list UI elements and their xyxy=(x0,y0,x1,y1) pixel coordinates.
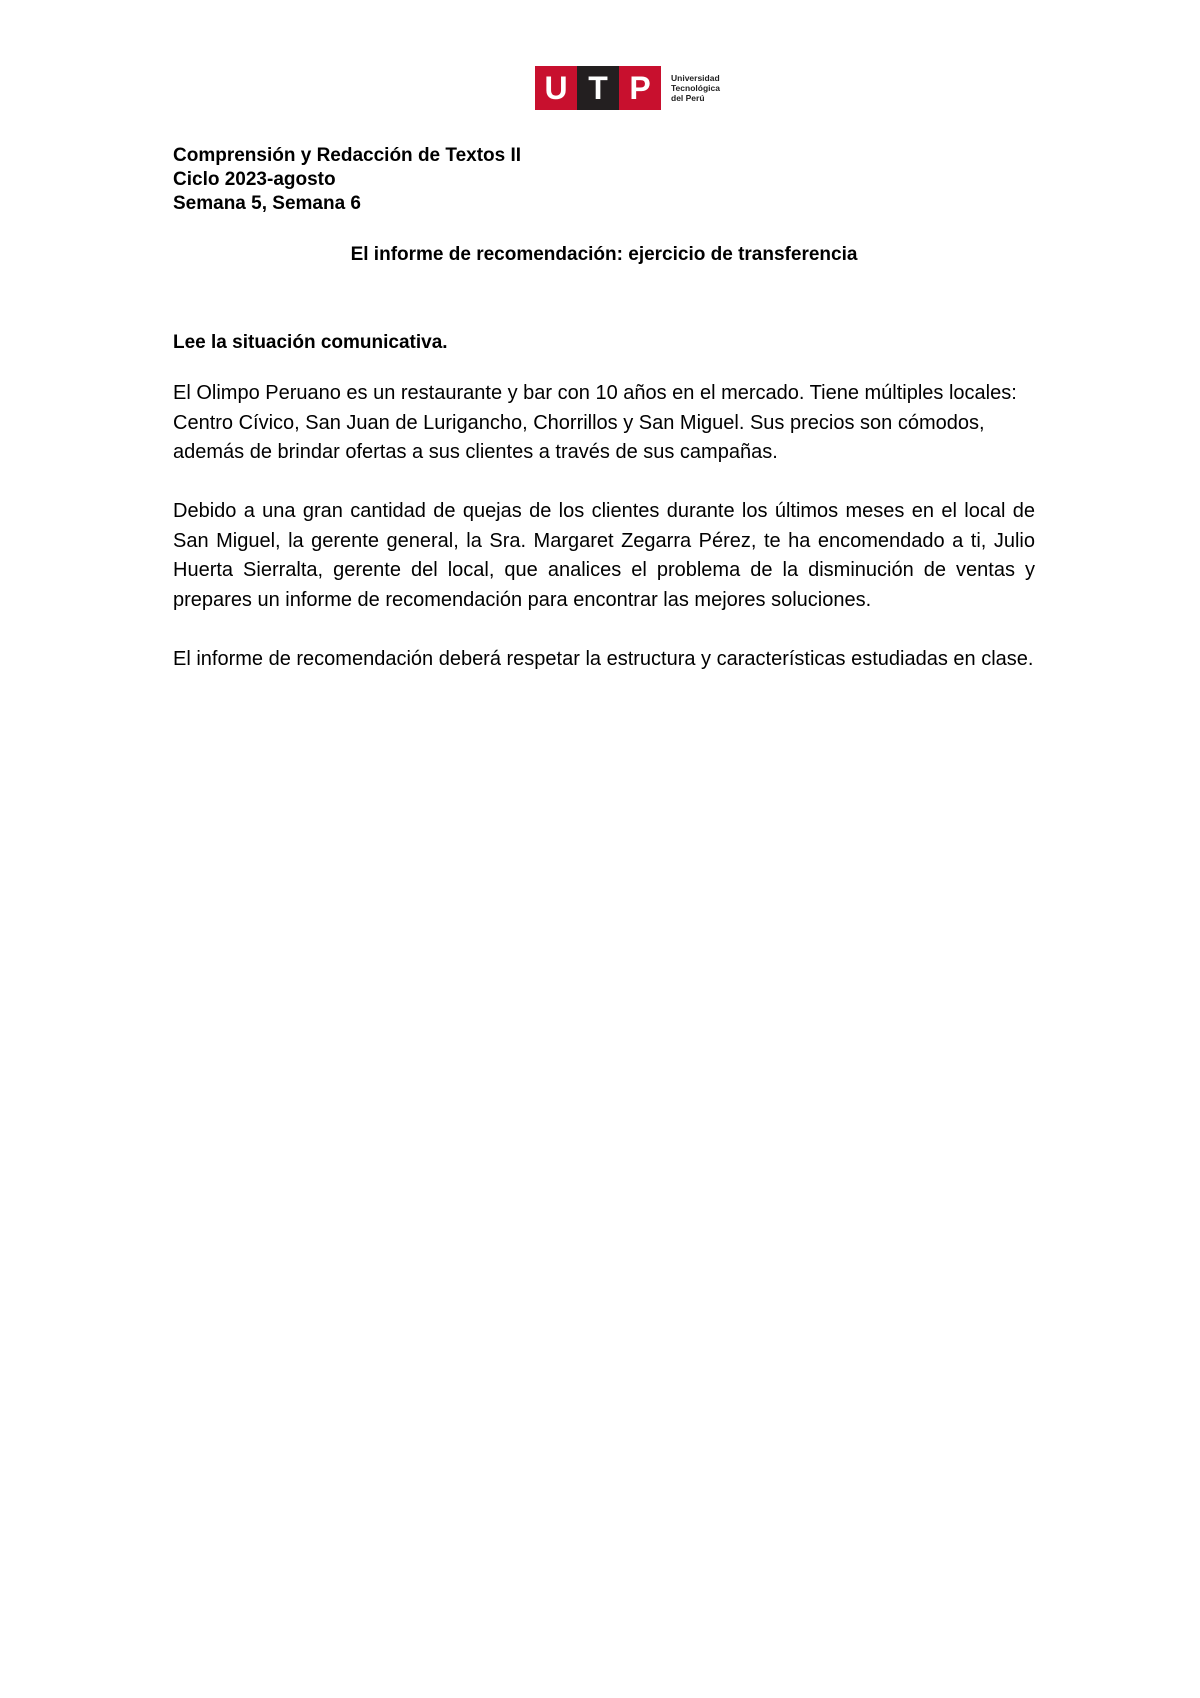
logo-text-line: Tecnológica xyxy=(671,83,720,93)
utp-logo xyxy=(535,66,720,110)
logo-letter-boxes xyxy=(535,66,661,110)
paragraph-situation: Debido a una gran cantidad de quejas de los clientes durante los últimos meses en el local de San Miguel, la gerente general, la Sra. Margaret Zegarra Pérez, te ha encomendado a ti, Julio Huerta Sierralta, gerente del local, que analices el problema de la disminución de ventas y prepares un informe de recomendación para encontrar las mejores soluciones. xyxy=(173,500,1035,611)
logo-letter-p: P xyxy=(619,66,661,110)
paragraph-requirement: El informe de recomendación deberá respetar la estructura y características estudiadas en clase. xyxy=(173,647,1034,670)
document-body xyxy=(173,379,1035,704)
course-name: Comprensión y Redacción de Textos II xyxy=(173,145,522,166)
paragraph-intro: El Olimpo Peruano es un restaurante y bar con 10 años en el mercado. Tiene múltiples locales: Centro Cívico, San Juan de Lurigancho, Chorrillos y San Miguel. Sus precios son cómodos, además de brindar ofertas a sus clientes a través de sus campañas. xyxy=(173,382,1017,463)
instruction-heading: Lee la situación comunicativa. xyxy=(173,332,448,353)
document-title: El informe de recomendación: ejercicio de transferencia xyxy=(350,244,858,265)
logo-text-line: Universidad xyxy=(671,73,720,83)
document-header xyxy=(173,144,521,216)
logo-university-name xyxy=(671,73,720,103)
logo-letter-t: T xyxy=(577,66,619,110)
cycle-label: Ciclo 2023-agosto xyxy=(173,169,336,190)
weeks-label: Semana 5, Semana 6 xyxy=(173,193,361,214)
logo-text-line: del Perú xyxy=(671,93,705,103)
logo-letter-u: U xyxy=(535,66,577,110)
